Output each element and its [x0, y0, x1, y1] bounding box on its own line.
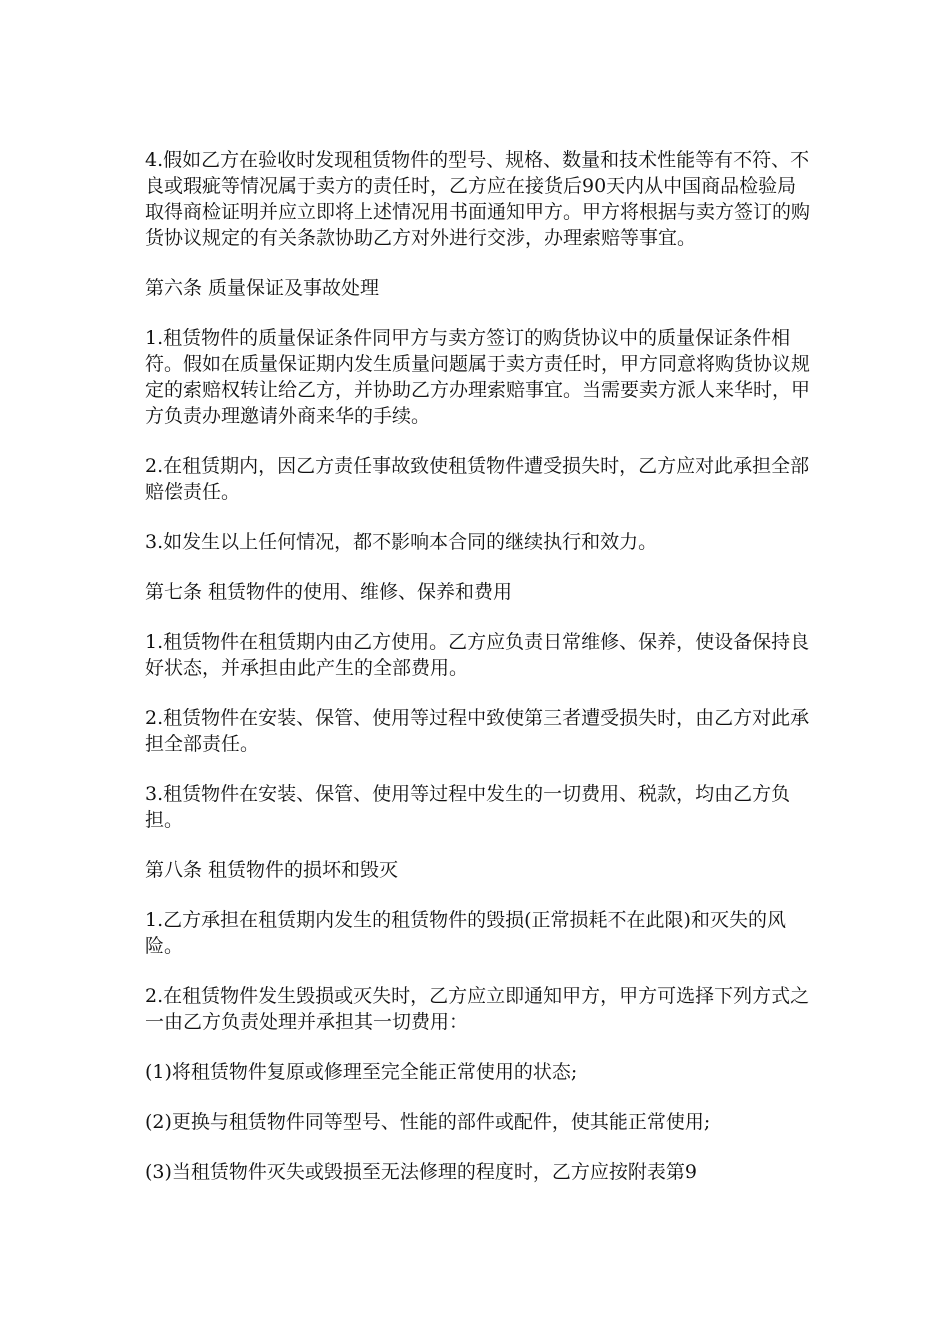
- paragraph-clause-8-1: 1.乙方承担在租赁期内发生的租赁物件的毁损(正常损耗不在此限)和灭失的风险。: [145, 909, 786, 957]
- heading-article-6: 第六条 质量保证及事故处理: [145, 277, 380, 299]
- paragraph-clause-7-2: 2.租赁物件在安装、保管、使用等过程中致使第三者遭受损失时，由乙方对此承担全部责任。: [145, 707, 810, 755]
- heading-article-7: 第七条 租赁物件的使用、维修、保养和费用: [145, 581, 513, 603]
- paragraph-clause-6-3: 3.如发生以上任何情况，都不影响本合同的继续执行和效力。: [145, 531, 658, 553]
- paragraph-clause-8-2-1: (1)将租赁物件复原或修理至完全能正常使用的状态;: [145, 1061, 578, 1083]
- paragraph-clause-6-2: 2.在租赁期内，因乙方责任事故致使租赁物件遭受损失时，乙方应对此承担全部赔偿责任。: [145, 455, 810, 503]
- paragraph-clause-8-2: 2.在租赁物件发生毁损或灭失时，乙方应立即通知甲方，甲方可选择下列方式之一由乙方负责处理并承担其一切费用：: [145, 985, 810, 1033]
- paragraph-clause-8-2-2: (2)更换与租赁物件同等型号、性能的部件或配件，使其能正常使用;: [145, 1111, 711, 1133]
- paragraph-clause-7-1: 1.租赁物件在租赁期内由乙方使用。乙方应负责日常维修、保养，使设备保持良好状态，并承担由此产生的全部费用。: [145, 631, 810, 679]
- paragraph-clause-7-3: 3.租赁物件在安装、保管、使用等过程中发生的一切费用、税款，均由乙方负担。: [145, 783, 791, 831]
- paragraph-clause-5-4: 4.假如乙方在验收时发现租赁物件的型号、规格、数量和技术性能等有不符、不良或瑕疵等情况属于卖方的责任时，乙方应在接货后90天内从中国商品检验局取得商检证明并应立即将上述情况用书面通知甲方。甲方将根据与卖方签订的购货协议规定的有关条款协助乙方对外进行交涉，办理索赔等事宜。: [145, 149, 811, 249]
- heading-article-8: 第八条 租赁物件的损坏和毁灭: [145, 859, 399, 881]
- paragraph-clause-6-1: 1.租赁物件的质量保证条件同甲方与卖方签订的购货协议中的质量保证条件相符。假如在质量保证期内发生质量问题属于卖方责任时，甲方同意将购货协议规定的索赔权转让给乙方，并协助乙方办理索赔事宜。当需要卖方派人来华时，甲方负责办理邀请外商来华的手续。: [145, 327, 811, 427]
- paragraph-clause-8-2-3: (3)当租赁物件灭失或毁损至无法修理的程度时，乙方应按附表第9: [145, 1161, 698, 1183]
- document-page: [145, 147, 810, 1209]
